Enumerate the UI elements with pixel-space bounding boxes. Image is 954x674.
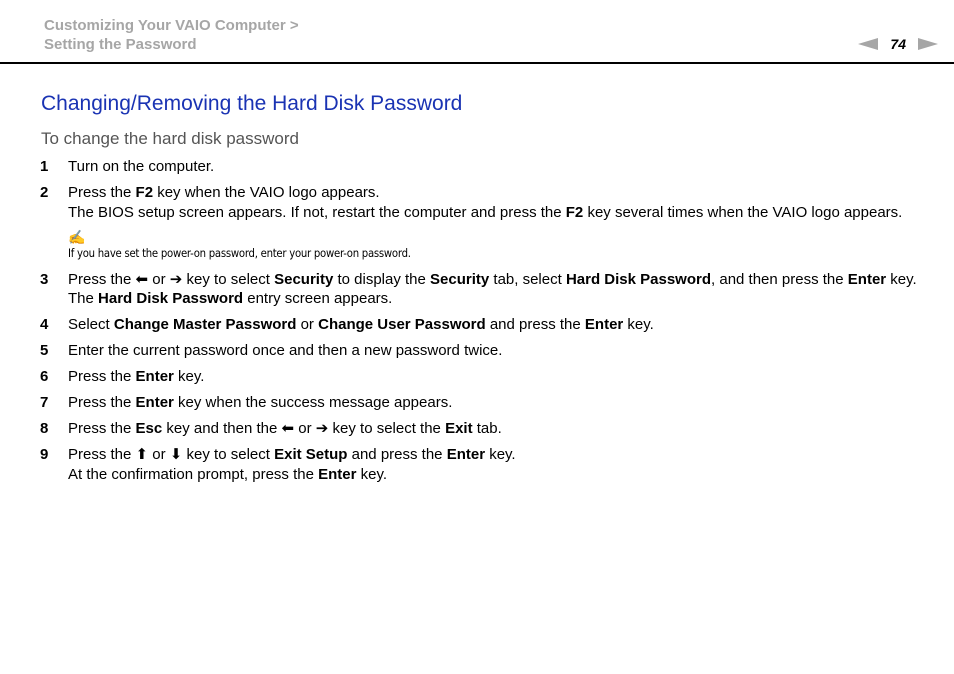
- breadcrumb: [44, 16, 299, 54]
- note-block: [68, 230, 920, 264]
- page-number: 74: [890, 36, 906, 52]
- step-7: 7 Press the Enter key when the success message appears.: [40, 394, 453, 411]
- left-arrow-icon: ⬅: [135, 270, 149, 288]
- step-1: 1 Turn on the computer.: [40, 158, 215, 175]
- page-title: Changing/Removing the Hard Disk Password: [41, 92, 463, 115]
- down-arrow-icon: ⬇: [169, 446, 183, 463]
- step-3: 3 Press the ⬅ or ➔ key to select Security to display the Security tab, select Hard Disk Password, and then press the Enter key. The Hard Disk Password entry screen appears.: [40, 270, 917, 307]
- step-5: 5 Enter the current password once and then a new password twice.: [40, 342, 503, 359]
- section-subtitle: To change the hard disk password: [41, 129, 299, 148]
- right-arrow-icon: ➔: [315, 420, 329, 437]
- step-4: 4 Select Change Master Password or Change User Password and press the Enter key.: [40, 316, 654, 333]
- right-arrow-icon: ➔: [169, 270, 183, 288]
- step-6: 6 Press the Enter key.: [40, 368, 205, 385]
- note-text: If you have set the power-on password, enter your power-on password.: [68, 246, 411, 260]
- step-9: 9 Press the ⬆ or ⬇ key to select Exit Setup and press the Enter key. At the confirmation prompt, press the Enter key.: [40, 446, 516, 483]
- triangle-right-icon[interactable]: [918, 38, 938, 50]
- step-8: 8 Press the Esc key and then the ⬅ or ➔ key to select the Exit tab.: [40, 420, 502, 437]
- steps-list: [40, 157, 920, 491]
- note-pencil-icon: ✍: [68, 229, 86, 245]
- triangle-left-icon[interactable]: [858, 38, 878, 50]
- breadcrumb-chapter[interactable]: Customizing Your VAIO Computer >: [44, 17, 299, 34]
- step-2: 2 Press the F2 key when the VAIO logo appears. The BIOS setup screen appears. If not, restart the computer and press the F2 key several times when the VAIO logo appears.: [40, 184, 903, 221]
- page-navigation: [858, 36, 938, 52]
- left-arrow-icon: ⬅: [281, 420, 295, 437]
- breadcrumb-section[interactable]: Setting the Password: [44, 36, 197, 53]
- header-divider: [0, 62, 954, 64]
- up-arrow-icon: ⬆: [135, 446, 149, 463]
